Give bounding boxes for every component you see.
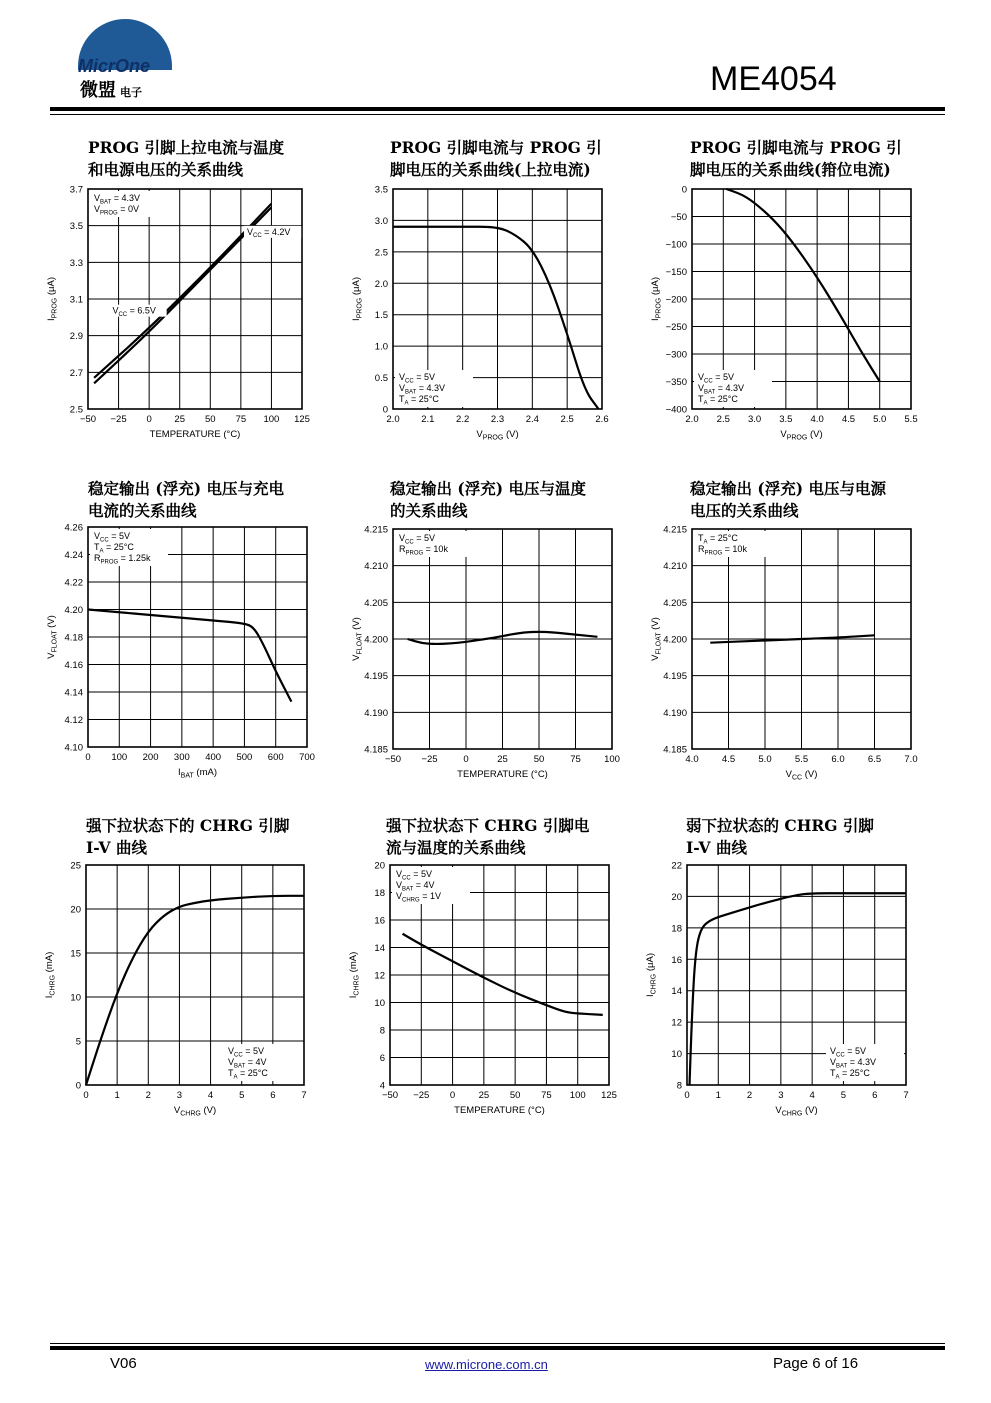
x-tick-label: 3.0 bbox=[747, 414, 762, 425]
x-tick-label: 5 bbox=[840, 1090, 847, 1101]
chart-prog-current-vs-vprog-clamp bbox=[640, 178, 930, 448]
chart-title-9: 弱下拉状态的 CHRG 引脚 I-V 曲线 bbox=[686, 816, 874, 857]
x-tick-label: 0 bbox=[146, 414, 152, 425]
y-tick-label: 4.210 bbox=[364, 561, 388, 573]
x-tick-label: 7 bbox=[301, 1090, 307, 1101]
x-tick-label: 100 bbox=[569, 1090, 586, 1101]
y-axis-label: $V_{FLOAT}$ (V) bbox=[46, 615, 59, 659]
x-tick-label: 125 bbox=[601, 1090, 617, 1101]
x-tick-label: 50 bbox=[204, 414, 216, 425]
x-tick-label: 7.0 bbox=[904, 754, 918, 765]
x-tick-label: 0 bbox=[85, 752, 91, 763]
chart-strong-pulldown-chrg-iv bbox=[40, 855, 330, 1127]
x-tick-label: 2 bbox=[145, 1090, 151, 1101]
x-tick-label: 75 bbox=[570, 754, 581, 765]
y-tick-label: 4.18 bbox=[64, 632, 83, 644]
y-tick-label: 4.195 bbox=[364, 671, 388, 683]
x-tick-label: 500 bbox=[236, 752, 253, 763]
y-tick-label: 12 bbox=[671, 1017, 682, 1029]
y-tick-label: 10 bbox=[671, 1049, 682, 1061]
x-tick-label: −50 bbox=[79, 414, 97, 425]
document-title: ME4054 bbox=[710, 60, 837, 98]
y-tick-label: 5 bbox=[75, 1036, 81, 1048]
y-tick-label: 18 bbox=[671, 923, 682, 935]
chart-title-4: 稳定输出 (浮充) 电压与充电 电流的关系曲线 bbox=[88, 479, 284, 520]
x-tick-label: 75 bbox=[235, 414, 247, 425]
chart-vfloat-vs-charge-current bbox=[40, 516, 330, 786]
x-tick-label: 0 bbox=[463, 754, 469, 765]
chart-title-6: 稳定输出 (浮充) 电压与电源 电压的关系曲线 bbox=[690, 479, 886, 520]
x-axis-label: $V_{CHRG}$ (V) bbox=[775, 1105, 818, 1118]
microne-logo bbox=[70, 10, 180, 106]
y-tick-label: 4.190 bbox=[663, 707, 687, 719]
x-tick-label: 75 bbox=[541, 1090, 552, 1101]
x-tick-label: 700 bbox=[299, 752, 315, 763]
x-tick-label: 2.5 bbox=[560, 414, 574, 425]
series-annotation: $V_{CC} = 4.2V$ bbox=[246, 226, 291, 240]
chart-title-5: 稳定输出 (浮充) 电压与温度 的关系曲线 bbox=[390, 479, 586, 520]
y-tick-label: 2.5 bbox=[69, 404, 83, 416]
chart-strong-pulldown-chrg-vs-temp bbox=[340, 855, 640, 1127]
x-axis-label: $V_{CHRG}$ (V) bbox=[173, 1105, 217, 1118]
x-tick-label: 2.0 bbox=[685, 414, 699, 425]
x-tick-label: 2.1 bbox=[421, 414, 435, 425]
x-tick-label: 5.0 bbox=[758, 754, 772, 765]
chart-title-8: 强下拉状态下 CHRG 引脚电 流与温度的关系曲线 bbox=[386, 816, 590, 857]
condition-text: $T_A = 25^\circ C$ bbox=[698, 394, 738, 407]
condition-text: $V_{CC} = 5V$ bbox=[399, 533, 435, 546]
x-tick-label: −25 bbox=[421, 754, 438, 765]
x-tick-label: 6.5 bbox=[867, 754, 882, 765]
x-tick-label: 6 bbox=[872, 1090, 878, 1101]
x-tick-label: 1 bbox=[114, 1090, 120, 1101]
logo-text: MicrOne bbox=[78, 56, 151, 76]
y-tick-label: 3.7 bbox=[69, 184, 83, 196]
y-tick-label: 4.26 bbox=[64, 522, 83, 534]
x-tick-label: 3 bbox=[176, 1090, 183, 1101]
x-tick-label: 100 bbox=[111, 752, 128, 763]
x-axis-label: $I_{BAT}$ (mA) bbox=[178, 767, 217, 780]
y-tick-label: 0 bbox=[681, 184, 687, 196]
x-tick-label: 25 bbox=[478, 1090, 490, 1101]
x-tick-label: 4.5 bbox=[841, 414, 856, 425]
x-tick-label: 0 bbox=[684, 1090, 690, 1101]
x-tick-label: 2.3 bbox=[490, 414, 505, 425]
y-tick-label: 10 bbox=[70, 992, 81, 1004]
footer-version: V06 bbox=[110, 1355, 137, 1372]
condition-text: $V_{BAT} = 4V$ bbox=[396, 880, 435, 893]
y-tick-label: 25 bbox=[70, 860, 81, 872]
condition-text: $V_{BAT} = 4.3V$ bbox=[830, 1057, 877, 1070]
y-tick-label: 4.24 bbox=[64, 550, 83, 561]
y-tick-label: 3.0 bbox=[374, 215, 388, 227]
y-tick-label: 2.5 bbox=[374, 247, 388, 259]
y-tick-label: 20 bbox=[70, 904, 81, 916]
y-tick-label: 6 bbox=[379, 1053, 385, 1064]
y-tick-label: −200 bbox=[665, 294, 687, 306]
x-tick-label: −25 bbox=[110, 414, 127, 425]
x-tick-label: 2.6 bbox=[595, 414, 609, 425]
y-tick-label: 4.12 bbox=[64, 715, 83, 726]
x-tick-label: 4.5 bbox=[721, 754, 736, 765]
chart-title-3: PROG 引脚电流与 PROG 引 脚电压的关系曲线(箝位电流) bbox=[690, 138, 902, 179]
x-tick-label: 1 bbox=[715, 1090, 721, 1101]
x-tick-label: 100 bbox=[263, 414, 280, 425]
x-tick-label: 300 bbox=[173, 752, 190, 763]
y-tick-label: 0.5 bbox=[374, 373, 388, 385]
x-tick-label: 6.0 bbox=[831, 754, 845, 765]
y-tick-label: −250 bbox=[665, 322, 687, 333]
footer-website-link[interactable]: www.microne.com.cn bbox=[425, 1357, 548, 1372]
x-tick-label: 4.0 bbox=[810, 414, 824, 425]
condition-text: $V_{BAT} = 4.3V$ bbox=[399, 383, 446, 396]
condition-text: $V_{CC} = 5V$ bbox=[396, 869, 432, 882]
y-tick-label: −150 bbox=[665, 267, 687, 278]
y-axis-label: $I_{PROG}$ (μA) bbox=[351, 276, 364, 322]
x-tick-label: 4.0 bbox=[685, 754, 699, 765]
x-tick-label: 400 bbox=[205, 752, 222, 763]
y-tick-label: 2.9 bbox=[69, 331, 83, 343]
y-tick-label: 15 bbox=[70, 948, 81, 960]
x-tick-label: 7 bbox=[903, 1090, 909, 1101]
x-tick-label: 2.5 bbox=[716, 414, 730, 425]
y-tick-label: 4.22 bbox=[64, 577, 83, 589]
condition-text: $V_{CHRG} = 1V$ bbox=[396, 891, 441, 904]
y-tick-label: −100 bbox=[665, 239, 687, 251]
x-tick-label: 6 bbox=[270, 1090, 276, 1101]
chart-prog-current-vs-temp bbox=[40, 178, 330, 448]
condition-text: $T_A = 25^\circ C$ bbox=[94, 542, 134, 555]
x-tick-label: 100 bbox=[604, 754, 620, 765]
x-tick-label: 0 bbox=[449, 1090, 456, 1101]
x-tick-label: 50 bbox=[533, 754, 545, 765]
condition-text: $R_{PROG} = 10k$ bbox=[399, 544, 448, 557]
y-tick-label: 4.190 bbox=[364, 707, 388, 719]
data-series-line bbox=[726, 189, 879, 382]
x-tick-label: 4 bbox=[809, 1090, 815, 1101]
y-tick-label: 4.205 bbox=[364, 597, 388, 609]
condition-text: $T_A = 25^\circ C$ bbox=[698, 533, 738, 546]
x-tick-label: −50 bbox=[381, 1090, 399, 1101]
y-tick-label: 14 bbox=[374, 943, 385, 954]
x-axis-label: $V_{PROG}$ (V) bbox=[780, 429, 823, 442]
condition-text: $V_{PROG} = 0V$ bbox=[94, 204, 139, 217]
chart-title-7: 强下拉状态下的 CHRG 引脚 I-V 曲线 bbox=[86, 816, 290, 857]
y-axis-label: $I_{PROG}$ (μA) bbox=[46, 276, 59, 322]
y-tick-label: 3.5 bbox=[374, 184, 388, 196]
y-axis-label: $I_{PROG}$ (μA) bbox=[650, 276, 663, 322]
condition-text: $V_{CC} = 5V$ bbox=[399, 372, 435, 385]
y-tick-label: 4.210 bbox=[663, 561, 687, 573]
y-tick-label: 0 bbox=[382, 404, 388, 416]
x-tick-label: 125 bbox=[294, 414, 310, 425]
y-tick-label: 16 bbox=[671, 954, 682, 966]
y-tick-label: 2.0 bbox=[374, 278, 388, 290]
x-tick-label: −50 bbox=[384, 754, 402, 765]
y-tick-label: 3.5 bbox=[69, 221, 83, 233]
condition-text: $T_A = 25^\circ C$ bbox=[228, 1068, 268, 1081]
x-tick-label: 600 bbox=[267, 752, 284, 763]
condition-text: $T_A = 25^\circ C$ bbox=[399, 394, 439, 407]
x-tick-label: 2.0 bbox=[386, 414, 400, 425]
x-tick-label: 0 bbox=[83, 1090, 89, 1101]
footer-rule-thick bbox=[50, 1346, 945, 1350]
y-tick-label: 4.200 bbox=[663, 634, 687, 646]
y-tick-label: 22 bbox=[671, 860, 682, 872]
y-tick-label: 4.215 bbox=[364, 524, 388, 536]
y-tick-label: 8 bbox=[379, 1025, 385, 1037]
y-tick-label: 4.185 bbox=[663, 744, 687, 756]
condition-text: $V_{BAT} = 4.3V$ bbox=[698, 383, 745, 396]
y-tick-label: 4.14 bbox=[64, 687, 83, 699]
y-tick-label: −350 bbox=[665, 377, 687, 388]
footer-page-number: Page 6 of 16 bbox=[773, 1355, 859, 1372]
x-tick-label: 2 bbox=[746, 1090, 753, 1101]
chart-weak-pulldown-chrg-iv bbox=[640, 855, 930, 1127]
y-tick-label: 16 bbox=[374, 915, 385, 927]
y-tick-label: 4.20 bbox=[64, 605, 83, 616]
y-tick-label: 20 bbox=[671, 891, 682, 903]
y-tick-label: 14 bbox=[671, 986, 682, 998]
y-axis-label: $I_{CHRG}$ (mA) bbox=[44, 951, 57, 999]
y-tick-label: −50 bbox=[670, 212, 687, 223]
x-tick-label: 200 bbox=[142, 752, 159, 763]
y-tick-label: −400 bbox=[665, 404, 687, 416]
condition-text: $R_{PROG} = 1.25k$ bbox=[94, 553, 151, 566]
header-rule-thin bbox=[50, 114, 945, 115]
y-tick-label: 4.195 bbox=[663, 671, 687, 683]
x-tick-label: 2.4 bbox=[525, 414, 539, 425]
y-axis-label: $V_{FLOAT}$ (V) bbox=[650, 617, 663, 661]
y-tick-label: 4.215 bbox=[663, 524, 687, 536]
condition-text: $V_{CC} = 5V$ bbox=[830, 1046, 866, 1059]
condition-text: $V_{BAT} = 4.3V$ bbox=[94, 193, 141, 206]
y-tick-label: 4.200 bbox=[364, 634, 388, 646]
condition-text: $V_{BAT} = 4V$ bbox=[228, 1057, 267, 1070]
y-tick-label: 4 bbox=[379, 1080, 385, 1092]
y-tick-label: 4.205 bbox=[663, 597, 687, 609]
series-annotation: $V_{CC} = 6.5V$ bbox=[112, 305, 156, 318]
x-tick-label: 25 bbox=[174, 414, 186, 425]
x-tick-label: 5.5 bbox=[904, 414, 918, 425]
y-tick-label: 1.5 bbox=[374, 310, 388, 322]
x-tick-label: 3.5 bbox=[779, 414, 793, 425]
x-tick-label: 4 bbox=[207, 1090, 214, 1101]
condition-text: $V_{CC} = 5V$ bbox=[228, 1046, 264, 1059]
x-tick-label: 50 bbox=[509, 1090, 521, 1101]
condition-text: $V_{CC} = 5V$ bbox=[94, 531, 130, 544]
y-tick-label: 1.0 bbox=[374, 341, 388, 353]
y-tick-label: 2.7 bbox=[69, 367, 83, 379]
x-axis-label: TEMPERATURE (°C) bbox=[149, 429, 241, 440]
condition-text: $T_A = 25^\circ C$ bbox=[830, 1068, 870, 1081]
header-rule-thick bbox=[50, 107, 945, 111]
y-tick-label: 4.16 bbox=[64, 660, 83, 671]
y-tick-label: 10 bbox=[374, 998, 385, 1009]
y-tick-label: 3.3 bbox=[69, 257, 83, 269]
x-axis-label: $V_{PROG}$ (V) bbox=[476, 429, 519, 442]
chart-vfloat-vs-vcc bbox=[640, 516, 930, 786]
chart-vfloat-vs-temperature bbox=[340, 516, 640, 786]
y-tick-label: 3.1 bbox=[69, 294, 83, 306]
footer-rule-thin bbox=[50, 1343, 945, 1344]
data-series-line bbox=[88, 610, 291, 702]
y-axis-label: $I_{CHRG}$ (mA) bbox=[348, 951, 361, 999]
condition-text: $V_{CC} = 5V$ bbox=[698, 372, 734, 385]
x-tick-label: 5.5 bbox=[794, 754, 809, 765]
x-axis-label: TEMPERATURE (°C) bbox=[457, 769, 548, 780]
y-tick-label: 4.10 bbox=[64, 742, 83, 754]
y-tick-label: 18 bbox=[374, 888, 385, 899]
condition-text: $R_{PROG} = 10k$ bbox=[698, 544, 747, 557]
chart-title-2: PROG 引脚电流与 PROG 引 脚电压的关系曲线(上拉电流) bbox=[390, 138, 602, 179]
x-axis-label: $V_{CC}$ (V) bbox=[785, 769, 818, 782]
x-tick-label: 5.0 bbox=[873, 414, 887, 425]
x-tick-label: −25 bbox=[413, 1090, 430, 1101]
y-axis-label: $V_{FLOAT}$ (V) bbox=[351, 617, 364, 661]
x-tick-label: 5 bbox=[239, 1090, 245, 1101]
y-tick-label: 20 bbox=[374, 860, 385, 872]
chart-prog-current-vs-vprog-pullup bbox=[340, 178, 640, 448]
y-tick-label: 8 bbox=[676, 1080, 682, 1092]
logo-chinese: 微盟 电子 bbox=[80, 80, 142, 100]
x-tick-label: 2.2 bbox=[456, 414, 470, 425]
y-tick-label: 12 bbox=[374, 970, 385, 982]
y-tick-label: −300 bbox=[665, 349, 687, 361]
y-tick-label: 0 bbox=[75, 1080, 81, 1092]
chart-title-1: PROG 引脚上拉电流与温度 和电源电压的关系曲线 bbox=[88, 138, 285, 179]
x-tick-label: 25 bbox=[497, 754, 508, 765]
x-axis-label: TEMPERATURE (°C) bbox=[454, 1105, 545, 1116]
y-axis-label: $I_{CHRG}$ (μA) bbox=[645, 952, 658, 998]
y-tick-label: 4.185 bbox=[364, 744, 388, 756]
x-tick-label: 3 bbox=[778, 1090, 784, 1101]
